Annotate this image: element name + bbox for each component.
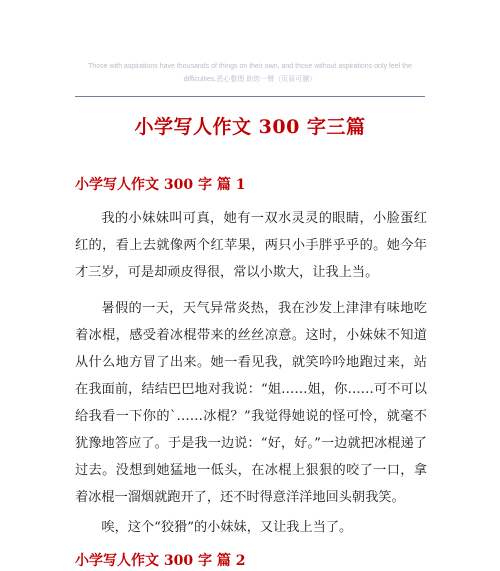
page-header-note <box>60 60 440 86</box>
document-title: 小学写人作文 300 字三篇 <box>134 116 366 138</box>
header-quote-line: Those with aspirations have thousands of things on their own, and those without aspirations only feel the <box>88 63 412 70</box>
header-credit-line: difficulties.恶心整理 助您一臂（页眉可删） <box>183 76 317 83</box>
paragraph-1: 我的小妹妹叫可真，她有一双水灵灵的眼睛，小脸蛋红红的，看上去就像两个红苹果，两只小手胖乎乎的。她今年才三岁，可是却顽皮得很，常以小欺大，让我上当。 <box>75 211 427 280</box>
paragraph-2: 暑假的一天，天气异常炎热，我在沙发上津津有味地吃着冰棍，感受着冰棍带来的丝丝凉意。这时，小妹妹不知道从什么地方冒了出来。她一看见我，就笑吟吟地跑过来，站在我面前，结结巴巴地对我说：“姐……姐，你……可不可以给我看一下你的`……冰棍？”我觉得她说的怪可怜，就毫不犹豫地答应了。于是我一边说：“好，好。”一边就把冰棍递了过去。没想到她猛地一低头，在冰棍上狠狠的咬了一口，拿着冰棍一溜烟就跑开了，还不时得意洋洋地回头朝我笑。 <box>75 301 427 505</box>
section-heading-1: 小学写人作文 300 字 篇 1 <box>75 177 246 193</box>
paragraph-3: 唉，这个“狡猾”的小妹妹，又让我上当了。 <box>101 520 353 535</box>
header-divider <box>75 96 425 97</box>
section-heading-2: 小学写人作文 300 字 篇 2 <box>75 553 246 569</box>
